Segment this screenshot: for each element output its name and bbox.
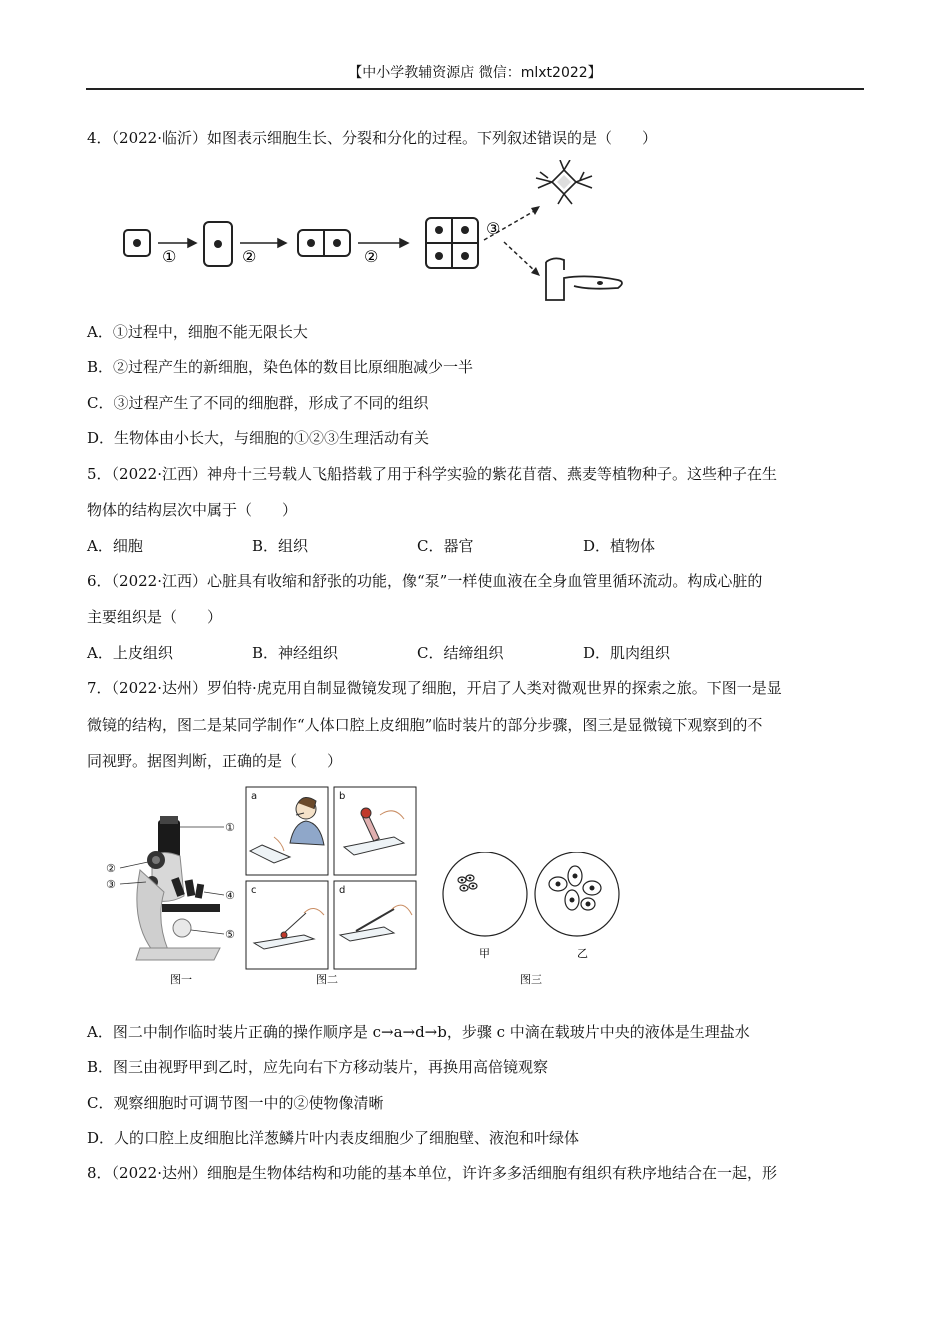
muscle-cell-sketch — [546, 262, 622, 300]
panel-c-label: c — [251, 885, 257, 896]
question-7-option-a: A．图二中制作临时装片正确的操作顺序是 c→a→d→b，步骤 c 中滴在载玻片中央的液体是生理盐水 — [87, 1023, 750, 1041]
figure-1-caption: 图一 — [170, 973, 192, 986]
question-7-option-d: D．人的口腔上皮细胞比洋葱鳞片叶内表皮细胞少了细胞壁、液泡和叶绿体 — [87, 1129, 580, 1147]
question-4-option-c: C．③过程产生了不同的细胞群，形成了不同的组织 — [87, 394, 429, 412]
question-4-option-d: D．生物体由小长大，与细胞的①②③生理活动有关 — [87, 429, 430, 447]
figure-3-caption: 图三 — [520, 973, 542, 986]
figure-2-caption: 图二 — [316, 973, 338, 986]
question-7-stem-line-2: 微镜的结构，图二是某同学制作“人体口腔上皮细胞”临时装片的部分步骤，图三是显微镜下观察到的不 — [87, 716, 763, 734]
question-5-stem-line-2: 物体的结构层次中属于（ ） — [87, 501, 298, 519]
panel-b-label: b — [339, 791, 346, 802]
label-2: ② — [106, 862, 116, 875]
question-7-option-c: C．观察细胞时可调节图一中的②使物像清晰 — [87, 1094, 384, 1112]
question-4-option-a: A．①过程中，细胞不能无限长大 — [87, 323, 308, 341]
label-1: ① — [225, 821, 235, 834]
step-2-label: ② — [242, 247, 257, 266]
question-4-stem: 4．（2022·临沂）如图表示细胞生长、分裂和分化的过程。下列叙述错误的是（ ） — [87, 129, 657, 147]
label-4: ④ — [225, 889, 235, 902]
page-header: 【中小学教辅资源店 微信：mlxt2022】 — [86, 60, 864, 90]
question-6-stem-line-1: 6．（2022·江西）心脏具有收缩和舒张的功能，像“泵”一样使血液在全身血管里循环流动。构成心脏的 — [87, 572, 763, 590]
question-6-option-a: A．上皮组织 — [87, 644, 173, 662]
step-1-label: ① — [162, 247, 177, 266]
slide-steps-figure — [244, 785, 420, 990]
question-5-option-d: D．植物体 — [583, 537, 656, 555]
microscope-icon — [136, 816, 220, 960]
question-7-stem-line-3: 同视野。据图判断，正确的是（ ） — [87, 752, 343, 770]
question-5-option-a: A．细胞 — [87, 537, 143, 555]
panel-c — [246, 881, 328, 969]
label-3: ③ — [106, 878, 116, 891]
field-of-view-figure — [440, 852, 625, 990]
view-yi-label: 乙 — [577, 947, 588, 960]
question-4-option-b: B．②过程产生的新细胞，染色体的数目比原细胞减少一半 — [87, 358, 474, 376]
question-5-option-c: C．器官 — [417, 537, 474, 555]
step-3-label: ③ — [486, 219, 501, 238]
cell-process-diagram — [118, 160, 638, 310]
question-6-option-b: B．神经组织 — [252, 644, 339, 662]
question-7-option-b: B．图三由视野甲到乙时，应先向右下方移动装片，再换用高倍镜观察 — [87, 1058, 549, 1076]
label-5: ⑤ — [225, 928, 235, 941]
question-8-stem-line-1: 8．（2022·达州）细胞是生物体结构和功能的基本单位，许许多多活细胞有组织有秩序地结合在一起，形 — [87, 1164, 777, 1182]
question-6-option-d: D．肌肉组织 — [583, 644, 671, 662]
view-jia-label: 甲 — [479, 947, 490, 960]
microscope-figure — [100, 800, 245, 990]
panel-a-label: a — [251, 791, 258, 802]
question-6-option-c: C．结缔组织 — [417, 644, 504, 662]
view-jia — [443, 852, 527, 936]
panel-d-label: d — [339, 885, 346, 896]
question-5-stem-line-1: 5．（2022·江西）神舟十三号载人飞船搭载了用于科学实验的紫花苜蓿、燕麦等植物种子。这些种子在生 — [87, 465, 777, 483]
panel-d — [334, 881, 416, 969]
question-5-option-b: B．组织 — [252, 537, 309, 555]
question-6-stem-line-2: 主要组织是（ ） — [87, 608, 223, 626]
step-2b-label: ② — [364, 247, 379, 266]
question-7-stem-line-1: 7．（2022·达州）罗伯特·虎克用自制显微镜发现了细胞，开启了人类对微观世界的探索之旅。下图一是显 — [87, 679, 782, 697]
